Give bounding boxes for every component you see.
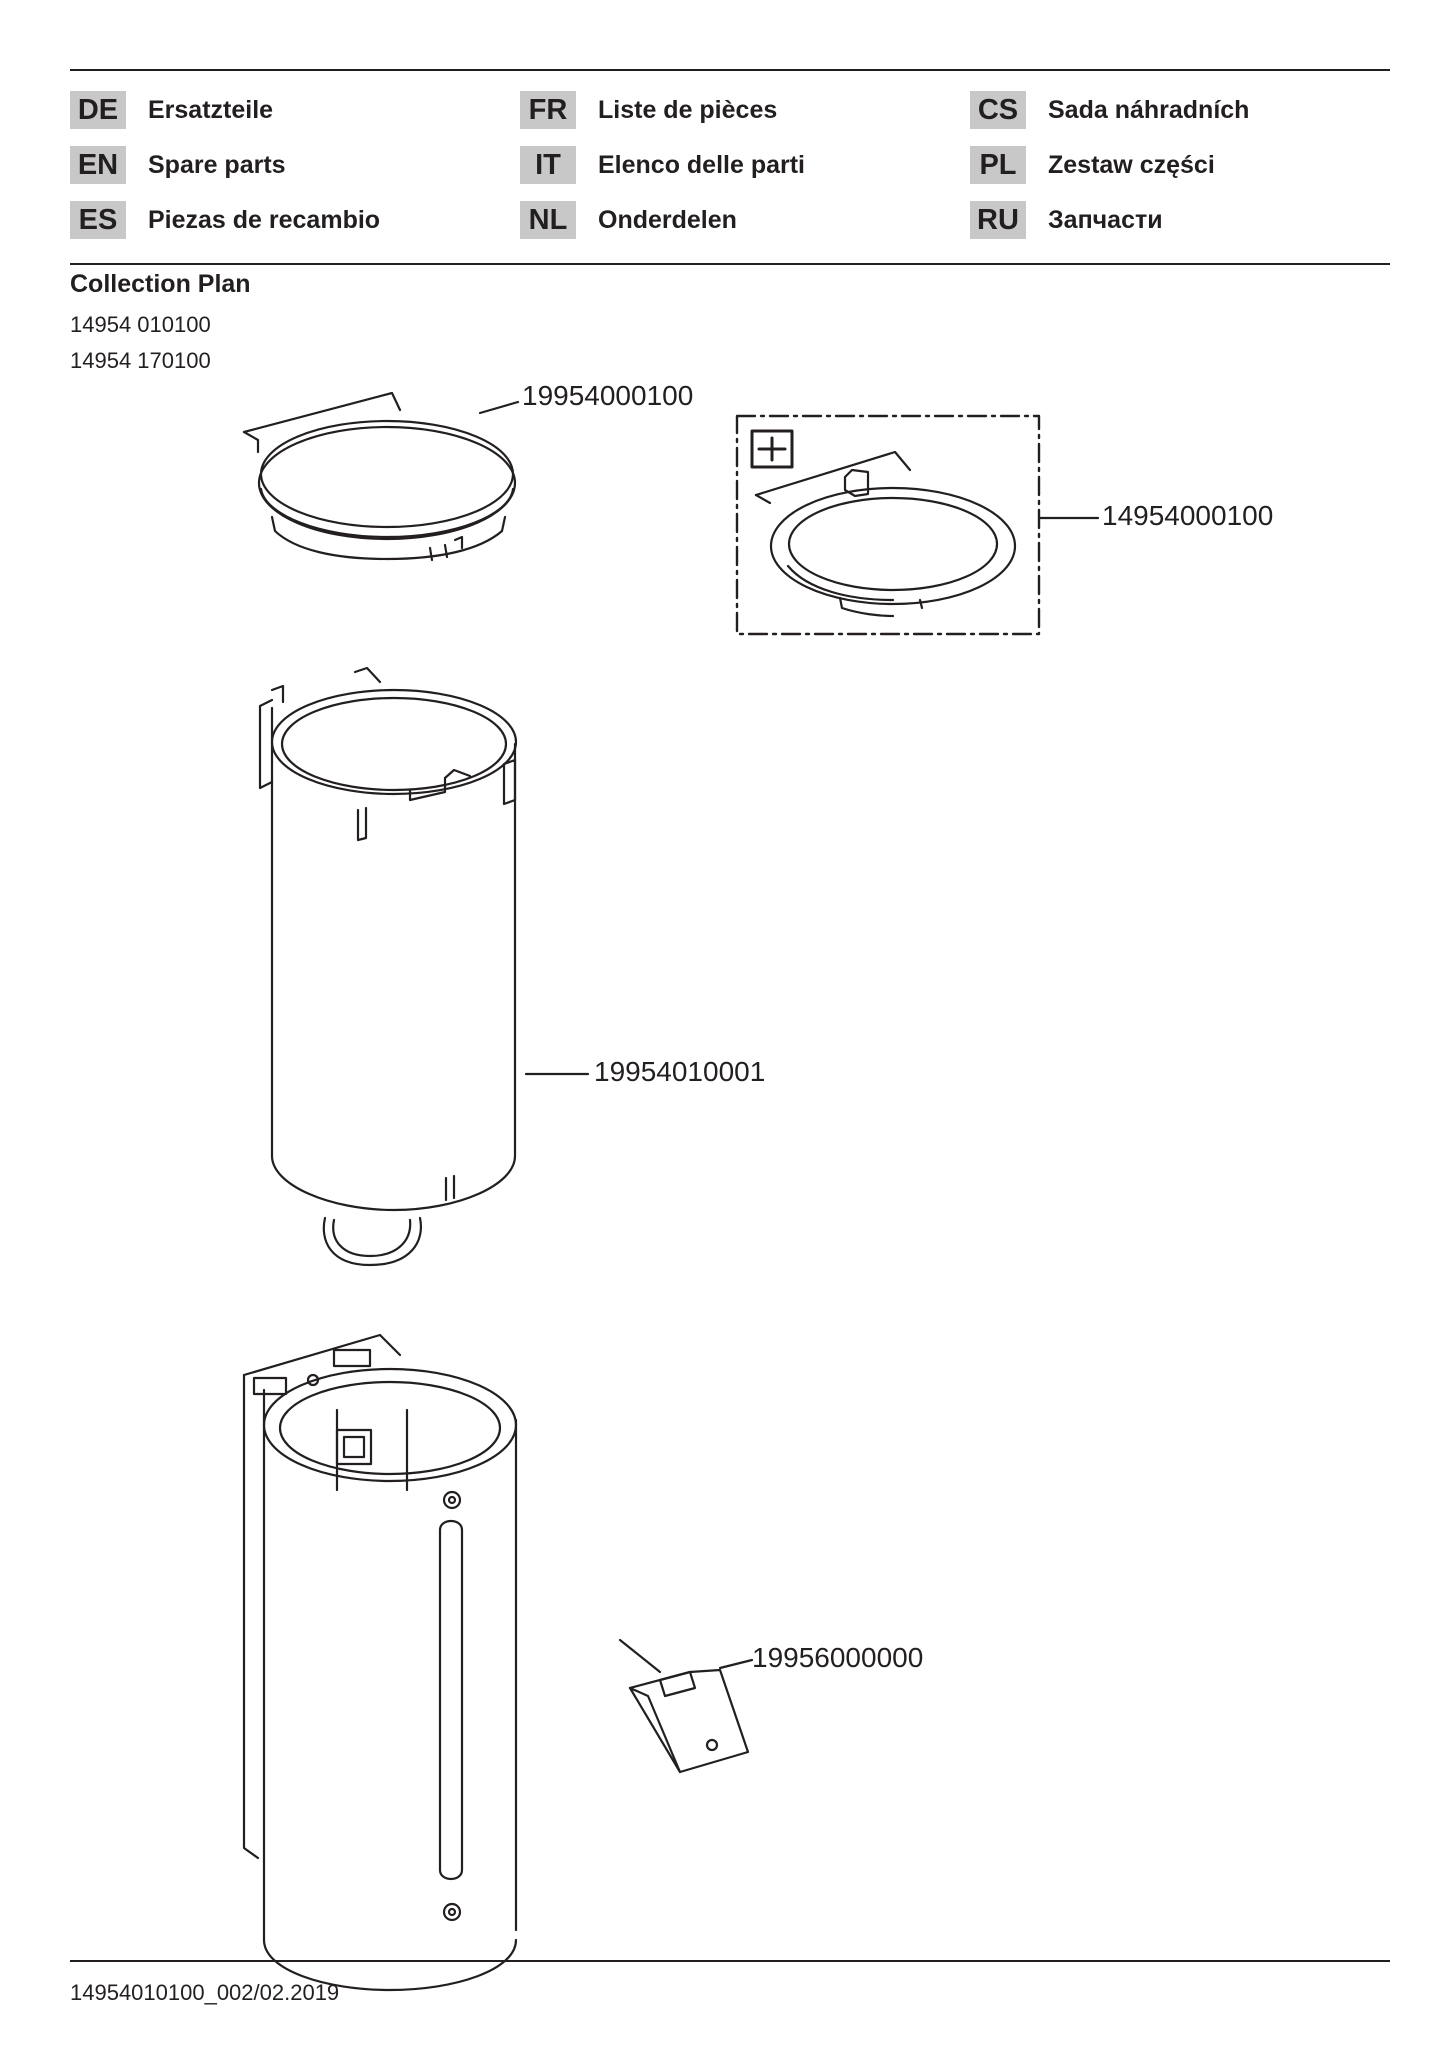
inner-bin-illustration: [260, 668, 588, 1265]
lang-label: Spare parts: [148, 150, 286, 179]
part-number-bracket: 19956000000: [752, 1642, 924, 1673]
lang-label: Liste de pièces: [598, 95, 778, 124]
product-code: 14954 170100: [70, 348, 211, 373]
lang-label: Sada náhradních: [1048, 95, 1250, 124]
part-number-inner-bin: 19954010001: [594, 1056, 766, 1087]
footer-rule: [70, 1960, 1390, 1962]
lang-code: CS: [970, 91, 1026, 129]
lang-label: Onderdelen: [598, 205, 737, 234]
lid-part-illustration: [244, 393, 518, 560]
lang-code: FR: [520, 91, 576, 129]
product-code: 14954 010100: [70, 312, 211, 337]
outer-housing-illustration: [244, 1335, 516, 1990]
part-number-lid: 19954000100: [522, 380, 694, 411]
lang-code: ES: [70, 201, 126, 239]
bracket-illustration: [620, 1640, 752, 1772]
lang-label: Elenco delle parti: [598, 150, 806, 179]
lang-label: Piezas de recambio: [148, 205, 381, 234]
lang-label: Запчасти: [1048, 205, 1163, 234]
lang-code: PL: [970, 146, 1026, 184]
product-title: Collection Plan: [70, 270, 251, 298]
lang-code: EN: [70, 146, 126, 184]
lid-set-illustration: [737, 416, 1098, 634]
lang-code: IT: [520, 146, 576, 184]
lang-code: RU: [970, 201, 1026, 239]
lang-label: Ersatzteile: [148, 95, 274, 124]
lang-code: NL: [520, 201, 576, 239]
lang-label: Zestaw części: [1048, 150, 1215, 179]
lang-code: DE: [70, 91, 126, 129]
part-number-lid-set: 14954000100: [1102, 500, 1274, 531]
document-number: 14954010100_002/02.2019: [70, 1980, 340, 2005]
